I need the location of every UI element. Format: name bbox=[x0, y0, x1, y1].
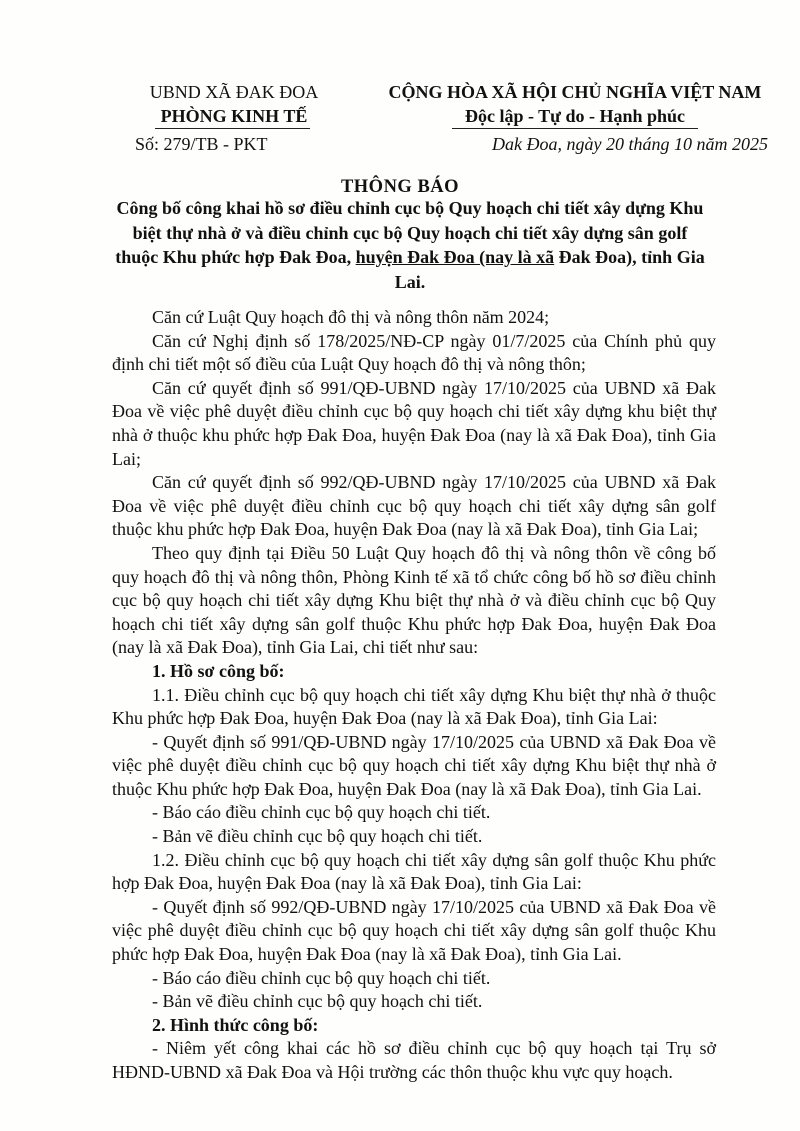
list-item: - Báo cáo điều chỉnh cục bộ quy hoạch chi tiết. bbox=[152, 802, 491, 823]
paragraph: Căn cứ Luật Quy hoạch đô thị và nông thôn năm 2024; bbox=[152, 307, 550, 327]
document-number: Số: 279/TB - PKT bbox=[135, 134, 268, 154]
subtitle-part-2: Đak Đoa), tỉnh Gia Lai. bbox=[394, 247, 705, 292]
paragraph: Theo quy định tại Điều 50 Luật Quy hoạch đô thị và nông thôn về công bố quy hoạch đô thị và nông thôn, Phòng Kinh tế xã tổ chức công bố hồ sơ điều chỉnh cục bộ quy hoạch chi tiết xây dựng Khu biệt thự nhà ở và điều chỉnh cục bộ Quy hoạch chi tiết xây dựng sân golf thuộc Khu phức hợp Đak Đoa, huyện Đak Đoa (nay là xã Đak Đoa), tỉnh Gia Lai, chi tiết như sau: bbox=[112, 542, 716, 658]
national-motto: Độc lập - Tự do - Hạnh phúc bbox=[464, 106, 686, 126]
subtitle-part-1: Công bố công khai hồ sơ điều chỉnh cục bộ Quy hoạch chi tiết xây dựng Khu biệt thự nhà ở và điều chỉnh cục bộ Quy hoạch chi tiết xây dựng sân golf thuộc Khu phức hợp Đak Đoa, bbox=[115, 198, 704, 267]
nation-name: CỘNG HÒA XÃ HỘI CHỦ NGHĨA VIỆT NAM bbox=[388, 82, 762, 102]
subtitle-underlined: huyện Đak Đoa (nay là xã bbox=[355, 247, 555, 267]
org-underline bbox=[155, 128, 310, 129]
issuing-organization bbox=[118, 80, 350, 128]
list-item: - Quyết định số 992/QĐ-UBND ngày 17/10/2025 của UBND xã Đak Đoa về việc phê duyệt điều chỉnh cục bộ quy hoạch chi tiết xây dựng sân golf thuộc Khu phức hợp Đak Đoa, huyện Đak Đoa (nay là xã Đak Đoa), tỉnh Gia Lai. bbox=[112, 896, 716, 965]
paragraph: Căn cứ Nghị định số 178/2025/NĐ-CP ngày 01/7/2025 của Chính phủ quy định chi tiết một số điều của Luật Quy hoạch đô thị và nông thôn; bbox=[112, 330, 716, 375]
paragraph: Căn cứ quyết định số 991/QĐ-UBND ngày 17/10/2025 của UBND xã Đak Đoa về việc phê duyệt điều chỉnh cục bộ quy hoạch chi tiết xây dựng khu biệt thự nhà ở thuộc khu phức hợp Đak Đoa, huyện Đak Đoa (nay là xã Đak Đoa), tỉnh Gia Lai; bbox=[112, 377, 716, 469]
document-subtitle bbox=[112, 196, 708, 294]
list-item: - Quyết định số 991/QĐ-UBND ngày 17/10/2025 của UBND xã Đak Đoa về việc phê duyệt điều chỉnh cục bộ quy hoạch chi tiết xây dựng Khu biệt thự nhà ở thuộc Khu phức hợp Đak Đoa, huyện Đak Đoa (nay là xã Đak Đoa), tỉnh Gia Lai. bbox=[112, 731, 716, 799]
document-body bbox=[112, 306, 716, 1085]
section-heading-1: 1. Hồ sơ công bố: bbox=[152, 660, 285, 681]
list-item: - Niêm yết công khai các hồ sơ điều chỉnh cục bộ quy hoạch tại Trụ sở HĐND-UBND xã Đak Đoa và Hội trường các thôn thuộc khu vực quy hoạch. bbox=[112, 1038, 716, 1082]
list-item: - Báo cáo điều chỉnh cục bộ quy hoạch chi tiết. bbox=[152, 967, 491, 988]
document-title: THÔNG BÁO bbox=[340, 177, 460, 197]
org-line-1: UBND XÃ ĐAK ĐOA bbox=[149, 82, 319, 102]
list-item: - Bản vẽ điều chỉnh cục bộ quy hoạch chi tiết. bbox=[152, 991, 483, 1012]
national-header bbox=[375, 80, 775, 128]
paragraph: Căn cứ quyết định số 992/QĐ-UBND ngày 17/10/2025 của UBND xã Đak Đoa về việc phê duyệt điều chỉnh cục bộ quy hoạch chi tiết xây dựng sân golf thuộc khu phức hợp Đak Đoa, huyện Đak Đoa (nay là xã Đak Đoa), tỉnh Gia Lai; bbox=[112, 472, 716, 540]
motto-underline bbox=[452, 128, 698, 129]
paragraph: 1.1. Điều chỉnh cục bộ quy hoạch chi tiết xây dựng Khu biệt thự nhà ở thuộc Khu phức hợp Đak Đoa, huyện Đak Đoa (nay là xã Đak Đoa), tỉnh Gia Lai: bbox=[112, 684, 716, 729]
paragraph: 1.2. Điều chỉnh cục bộ quy hoạch chi tiết xây dựng sân golf thuộc Khu phức hợp Đak Đoa, huyện Đak Đoa (nay là xã Đak Đoa), tỉnh Gia Lai: bbox=[112, 849, 716, 894]
section-heading-2: 2. Hình thức công bố: bbox=[152, 1014, 319, 1035]
list-item: - Bản vẽ điều chỉnh cục bộ quy hoạch chi tiết. bbox=[152, 826, 483, 847]
document-date: Dak Đoa, ngày 20 tháng 10 năm 2025 bbox=[492, 134, 768, 154]
org-line-2: PHÒNG KINH TẾ bbox=[160, 106, 308, 126]
